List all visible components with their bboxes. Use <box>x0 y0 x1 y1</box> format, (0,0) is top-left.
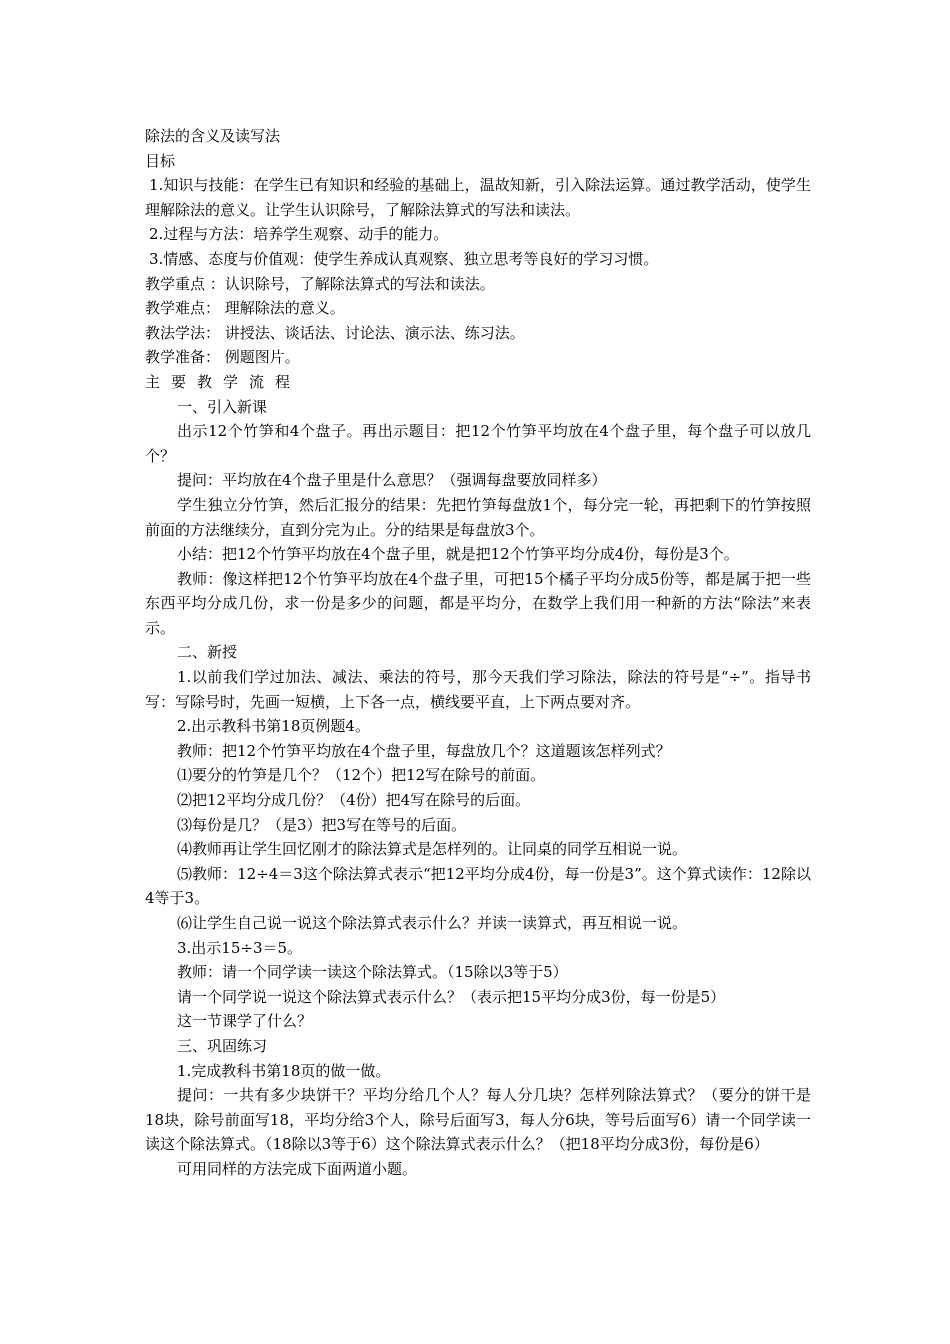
paragraph: ⑶每份是几？（是3）把3写在等号的后面。 <box>177 815 467 834</box>
paragraph: 可用同样的方法完成下面两道小题。 <box>177 1159 418 1178</box>
paragraph: ⑷教师再让学生回忆刚才的除法算式是怎样列的。让同桌的同学互相说一说。 <box>177 840 688 859</box>
paragraph: 1.以前我们学过加法、减法、乘法的符号，那今天我们学习除法，除法的符号是“÷”。指导书写：写除号时，先画一短横，上下各一点，横线要平直，上下两点要对齐。 <box>145 668 811 711</box>
document-page <box>145 124 811 1182</box>
paragraph: 1.完成教科书第18页的做一做。 <box>177 1061 391 1080</box>
difficulty: 教学难点： 理解除法的意义。 <box>145 299 345 318</box>
paragraph: 提问：平均放在4个盘子里是什么意思？（强调每盘要放同样多） <box>177 471 607 490</box>
goal-item: 3.情感、态度与价值观：使学生养成认真观察、独立思考等良好的学习习惯。 <box>149 249 659 268</box>
paragraph: ⑸教师：12÷4＝3这个除法算式表示“把12平均分成4份，每一份是3”。这个算式读作：12除以4等于3。 <box>145 864 811 908</box>
paragraph: 请一个同学说一说这个除法算式表示什么？（表示把15平均分成3份，每一份是5） <box>177 987 726 1006</box>
preparation: 教学准备： 例题图片。 <box>145 348 300 367</box>
section-heading: 二、新授 <box>177 643 238 662</box>
goal-item: 1.知识与技能：在学生已有知识和经验的基础上，温故知新，引入除法运算。通过教学活动，使学生理解除法的意义。让学生认识除号，了解除法算式的写法和读法。 <box>145 176 811 219</box>
paragraph: 这一节课学了什么？ <box>177 1012 313 1031</box>
paragraph: ⑵把12平均分成几份？（4份）把4写在除号的后面。 <box>177 791 531 810</box>
section-heading: 三、巩固练习 <box>177 1036 268 1055</box>
paragraph: ⑴要分的竹笋是几个？（12个）把12写在除号的前面。 <box>177 766 546 785</box>
goals-heading: 目标 <box>145 151 176 170</box>
paragraph: 出示12个竹笋和4个盘子。再出示题目：把12个竹笋平均放在4个盘子里，每个盘子可以放几个？ <box>145 422 811 465</box>
paragraph: 教师：把12个竹笋平均放在4个盘子里，每盘放几个？这道题该怎样列式？ <box>177 741 671 760</box>
teaching-methods: 教法学法： 讲授法、谈话法、讨论法、演示法、练习法。 <box>145 323 525 342</box>
paragraph: 3.出示15÷3＝5。 <box>177 938 303 957</box>
paragraph: 提问：一共有多少块饼干？平均分给几个人？每人分几块？怎样列除法算式？（要分的饼干是18块，除号前面写18，平均分给3个人，除号后面写3，每人分6块，等号后面写6）请一个同学读一读这个除法算式。（18除以3等于6）这个除法算式表示什么？（把18平均分成3份，每份是6） <box>145 1086 811 1154</box>
document-title: 除法的含义及读写法 <box>145 127 281 145</box>
paragraph: 2.出示教科书第18页例题4。 <box>177 717 370 736</box>
goal-item: 2.过程与方法：培养学生观察、动手的能力。 <box>149 225 449 244</box>
paragraph: ⑹让学生自己说一说这个除法算式表示什么？并读一读算式，再互相说一说。 <box>177 914 688 932</box>
key-point: 教学重点 ：认识除号，了解除法算式的写法和读法。 <box>145 274 495 293</box>
process-heading: 主要教学流程 <box>145 372 302 391</box>
section-heading: 一、引入新课 <box>177 397 268 416</box>
paragraph: 教师：请一个同学读一读这个除法算式。（15除以3等于5） <box>177 963 568 982</box>
paragraph: 学生独立分竹笋，然后汇报分的结果：先把竹笋每盘放1个，每分完一轮，再把剩下的竹笋按照前面的方法继续分，直到分完为止。分的结果是每盘放3个。 <box>145 495 811 539</box>
paragraph: 教师：像这样把12个竹笋平均放在4个盘子里，可把15个橘子平均分成5份等，都是属于把一些东西平均分成几份，求一份是多少的问题，都是平均分，在数学上我们用一种新的方法“除法”来表示。 <box>145 569 811 637</box>
paragraph: 小结：把12个竹笋平均放在4个盘子里，就是把12个竹笋平均分成4份，每份是3个。 <box>177 545 739 564</box>
